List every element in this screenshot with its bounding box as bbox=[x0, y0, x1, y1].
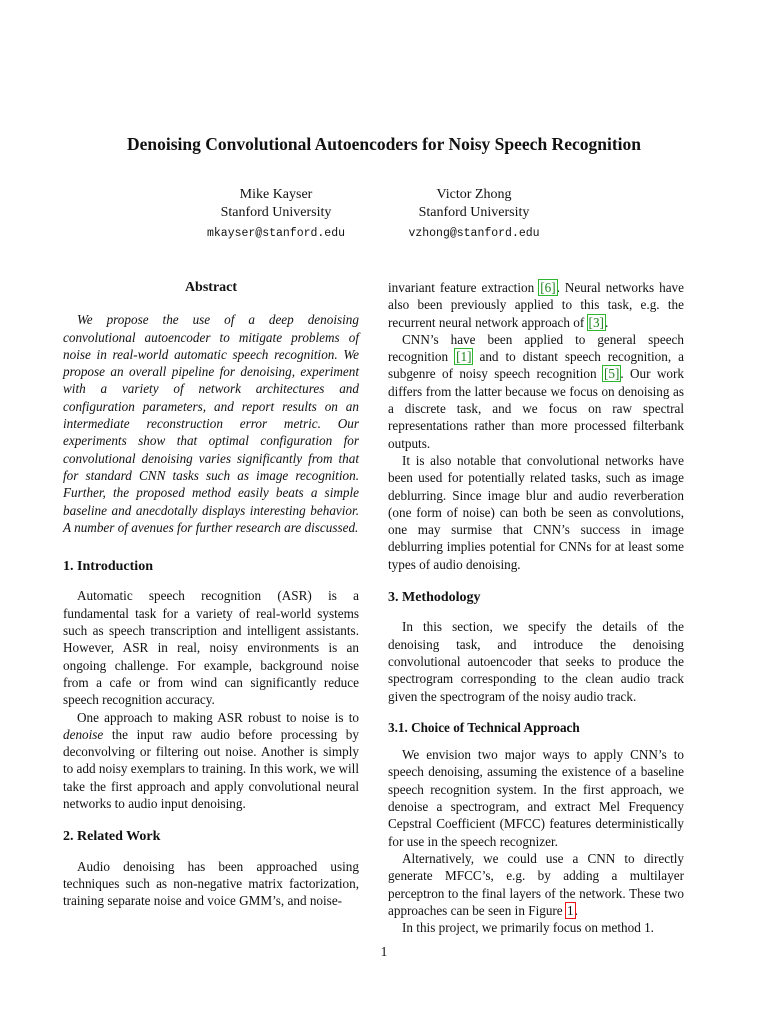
author-email: vzhong@stanford.edu bbox=[408, 227, 540, 240]
related-paragraph-1: Audio denoising has been approached using techniques such as non-negative matrix factorization, training separate noise and voice GMM’s, and noise- bbox=[63, 858, 359, 909]
citation-link[interactable]: [ 6 ] bbox=[539, 280, 556, 295]
figure-reference-link[interactable]: 1 bbox=[566, 902, 574, 918]
author-2 bbox=[354, 186, 594, 243]
author-name: Victor Zhong bbox=[436, 187, 512, 202]
intro-heading: 1. Introduction bbox=[63, 559, 153, 575]
intro-paragraph-2: One approach to making ASR robust to noise is to denoise the input raw audio before processing by deconvolving or filtering out noise. Another is simply to add noisy exemplars to training. In this work, we will take the first approach and apply convolutional neural networks to audio input denoising. bbox=[63, 709, 359, 812]
citation-link[interactable]: [ 1 ] bbox=[455, 349, 472, 364]
methodology-paragraph-2: We envision two major ways to apply CNN’s to speech denoising, assuming the existence of a baseline speech recognition system. In the first approach, we denoise a spectrogram, and extract Mel Frequency Cepstral Coefficient (MFCC) features deterministically for use in the speech recognizer. bbox=[388, 747, 684, 849]
related-paragraph-1-cont: invariant feature extraction [ 6 ] . Neural networks have also been previously applied to this task, e.g. the recurrent neural network approach of [ 3 ] . bbox=[388, 279, 684, 331]
methodology-paragraph-3: Alternatively, we could use a CNN to directly generate MFCC’s, e.g. by adding a multilayer perceptron to the final layers of the network. These two approaches can be seen in Figure 1. bbox=[388, 850, 684, 918]
abstract-heading: Abstract bbox=[184, 280, 238, 295]
author-name: Mike Kayser bbox=[239, 187, 313, 202]
related-paragraph-2: CNN’s have been applied to general speech recognition [ 1 ] and to distant speech recognition, a subgenre of noisy speech recognition [ 5 ] . Our work differs from the latter because we focus on denoising as a discrete task, and we focus on raw spectral representations rather than more processed filterbank outputs. bbox=[388, 331, 684, 452]
methodology-paragraph-4: In this project, we primarily focus on method 1. bbox=[402, 920, 654, 936]
related-work-heading: 2. Related Work bbox=[63, 829, 161, 845]
author-email: mkayser@stanford.edu bbox=[206, 227, 346, 240]
citation-link[interactable]: [ 3 ] bbox=[588, 315, 605, 330]
page-number: 1 bbox=[380, 944, 388, 959]
intro-paragraph-1: Automatic speech recognition (ASR) is a fundamental task for a variety of real-world systems such as speech transcription and intelligent assistants. However, ASR in real, noisy environments is an ongoing challenge. For example, background noise from a cafe or from wind can significantly reduce speech recognition accuracy. bbox=[63, 588, 359, 708]
related-paragraph-3: It is also notable that convolutional networks have been used for potentially related tasks, such as image deblurring. Since image blur and audio reverberation (one form of noise) can both be seen as convolutions, one may surmise that CNN’s success in image deblurring implies potential for CNNs for at least some types of audio denoising. bbox=[388, 452, 684, 572]
left-column bbox=[63, 279, 359, 910]
author-affiliation: Stanford University bbox=[418, 205, 530, 220]
subsection-heading: 3.1. Choice of Technical Approach bbox=[388, 719, 580, 735]
citation-link[interactable]: [ 5 ] bbox=[603, 366, 620, 381]
right-column bbox=[388, 279, 684, 936]
methodology-paragraph-1: In this section, we specify the details of the denoising task, and introduce the denoising convolutional autoencoder that seeks to produce the spectrogram corresponding to the clean audio track given the spectrogram of the noisy audio track. bbox=[388, 619, 684, 704]
paper-title: Denoising Convolutional Autoencoders for Noisy Speech Recognition bbox=[126, 134, 641, 154]
methodology-heading: 3. Methodology bbox=[388, 590, 481, 606]
author-affiliation: Stanford University bbox=[220, 205, 332, 220]
abstract-text: We propose the use of a deep denoising convolutional autoencoder to mitigate problems of noise in real-world automatic speech recognition. We propose an overall pipeline for denoising, experiment with a variety of network architectures and configuration parameters, and report results on an intermediate reconstruction error metric. Our experiments show that optimal configuration for convolutional denoising varies significantly from that for standard CNN tasks such as image recognition. Further, the proposed method easily beats a simple baseline and anecdotally displays interesting behavior. A number of avenues for further research are discussed. bbox=[63, 312, 359, 535]
emphasis-denoise: denoise bbox=[63, 726, 104, 742]
